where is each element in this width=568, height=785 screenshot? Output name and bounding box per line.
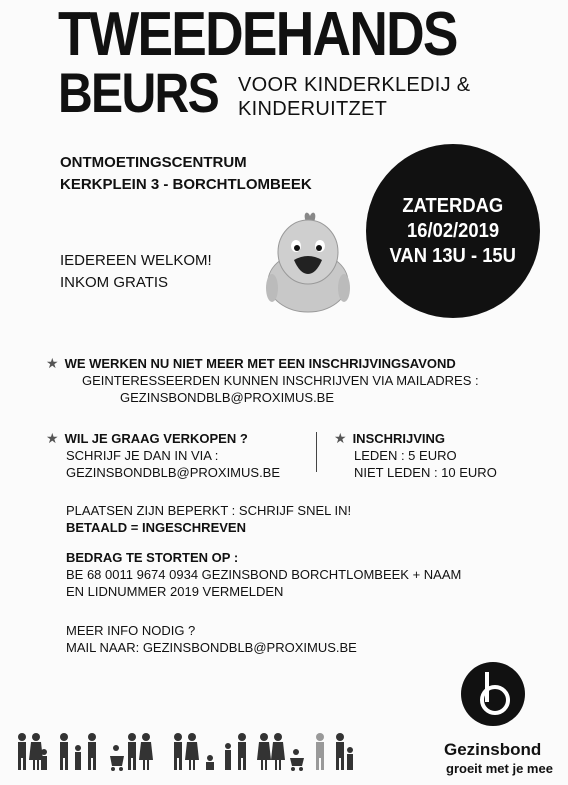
limited-section (66, 502, 351, 536)
sell-section (46, 430, 280, 481)
date-badge (366, 144, 540, 318)
fee-members: LEDEN : 5 EURO (354, 448, 457, 463)
title-line-1: TWEEDEHANDS (58, 0, 457, 69)
info-heading: MEER INFO NODIG ? (66, 623, 196, 638)
date-day: ZATERDAG (402, 194, 504, 217)
registration-section (46, 355, 479, 406)
brand-tagline: groeit met je mee (446, 761, 553, 776)
sell-line: SCHRIJF JE DAN IN VIA : (66, 448, 219, 463)
welcome (60, 250, 212, 294)
paid-registered: BETAALD = INGESCHREVEN (66, 520, 246, 535)
payment-note: EN LIDNUMMER 2019 VERMELDEN (66, 584, 284, 599)
section-divider (316, 432, 317, 472)
payment-section (66, 549, 461, 600)
gezinsbond-logo-icon (461, 662, 525, 726)
payment-heading: BEDRAG TE STORTEN OP : (66, 550, 239, 565)
info-email[interactable]: MAIL NAAR: GEZINSBONDBLB@PROXIMUS.BE (66, 640, 357, 655)
registration-line: GEINTERESSEERDEN KUNNEN INSCHRIJVEN VIA MAILADRES : (82, 373, 479, 388)
venue (60, 152, 312, 196)
star-icon: ★ (46, 430, 59, 446)
duck-chick-icon (262, 208, 352, 316)
registration-email[interactable]: GEZINSBONDBLB@PROXIMUS.BE (120, 390, 335, 405)
date-value: 16/02/2019 (406, 219, 500, 242)
fee-non-members: NIET LEDEN : 10 EURO (354, 465, 497, 480)
brand-name: Gezinsbond (444, 740, 542, 759)
entry-free-line: INKOM GRATIS (60, 274, 169, 291)
star-icon: ★ (334, 430, 347, 446)
welcome-line: IEDEREEN WELKOM! (60, 252, 212, 269)
date-time: VAN 13U - 15U (389, 244, 517, 267)
star-icon: ★ (46, 355, 59, 371)
info-section (66, 622, 357, 656)
family-figures-icon (14, 732, 354, 772)
sell-email[interactable]: GEZINSBONDBLB@PROXIMUS.BE (66, 465, 281, 480)
subtitle-line-1: VOOR KINDERKLEDIJ & (238, 74, 471, 96)
fee-heading: INSCHRIJVING (352, 431, 446, 446)
venue-name: ONTMOETINGSCENTRUM (60, 154, 247, 171)
subtitle-line-2: KINDERUITZET (238, 98, 388, 120)
fee-section (334, 430, 497, 481)
registration-heading: WE WERKEN NU NIET MEER MET EEN INSCHRIJVINGSAVOND (64, 356, 456, 371)
venue-address: KERKPLEIN 3 - BORCHTLOMBEEK (60, 176, 312, 193)
payment-account: BE 68 0011 9674 0934 GEZINSBOND BORCHTLOMBEEK + NAAM (66, 567, 462, 582)
title-line-2: BEURS (58, 61, 218, 124)
limited-line: PLAATSEN ZIJN BEPERKT : SCHRIJF SNEL IN! (66, 503, 352, 518)
sell-heading: WIL JE GRAAG VERKOPEN ? (64, 431, 248, 446)
